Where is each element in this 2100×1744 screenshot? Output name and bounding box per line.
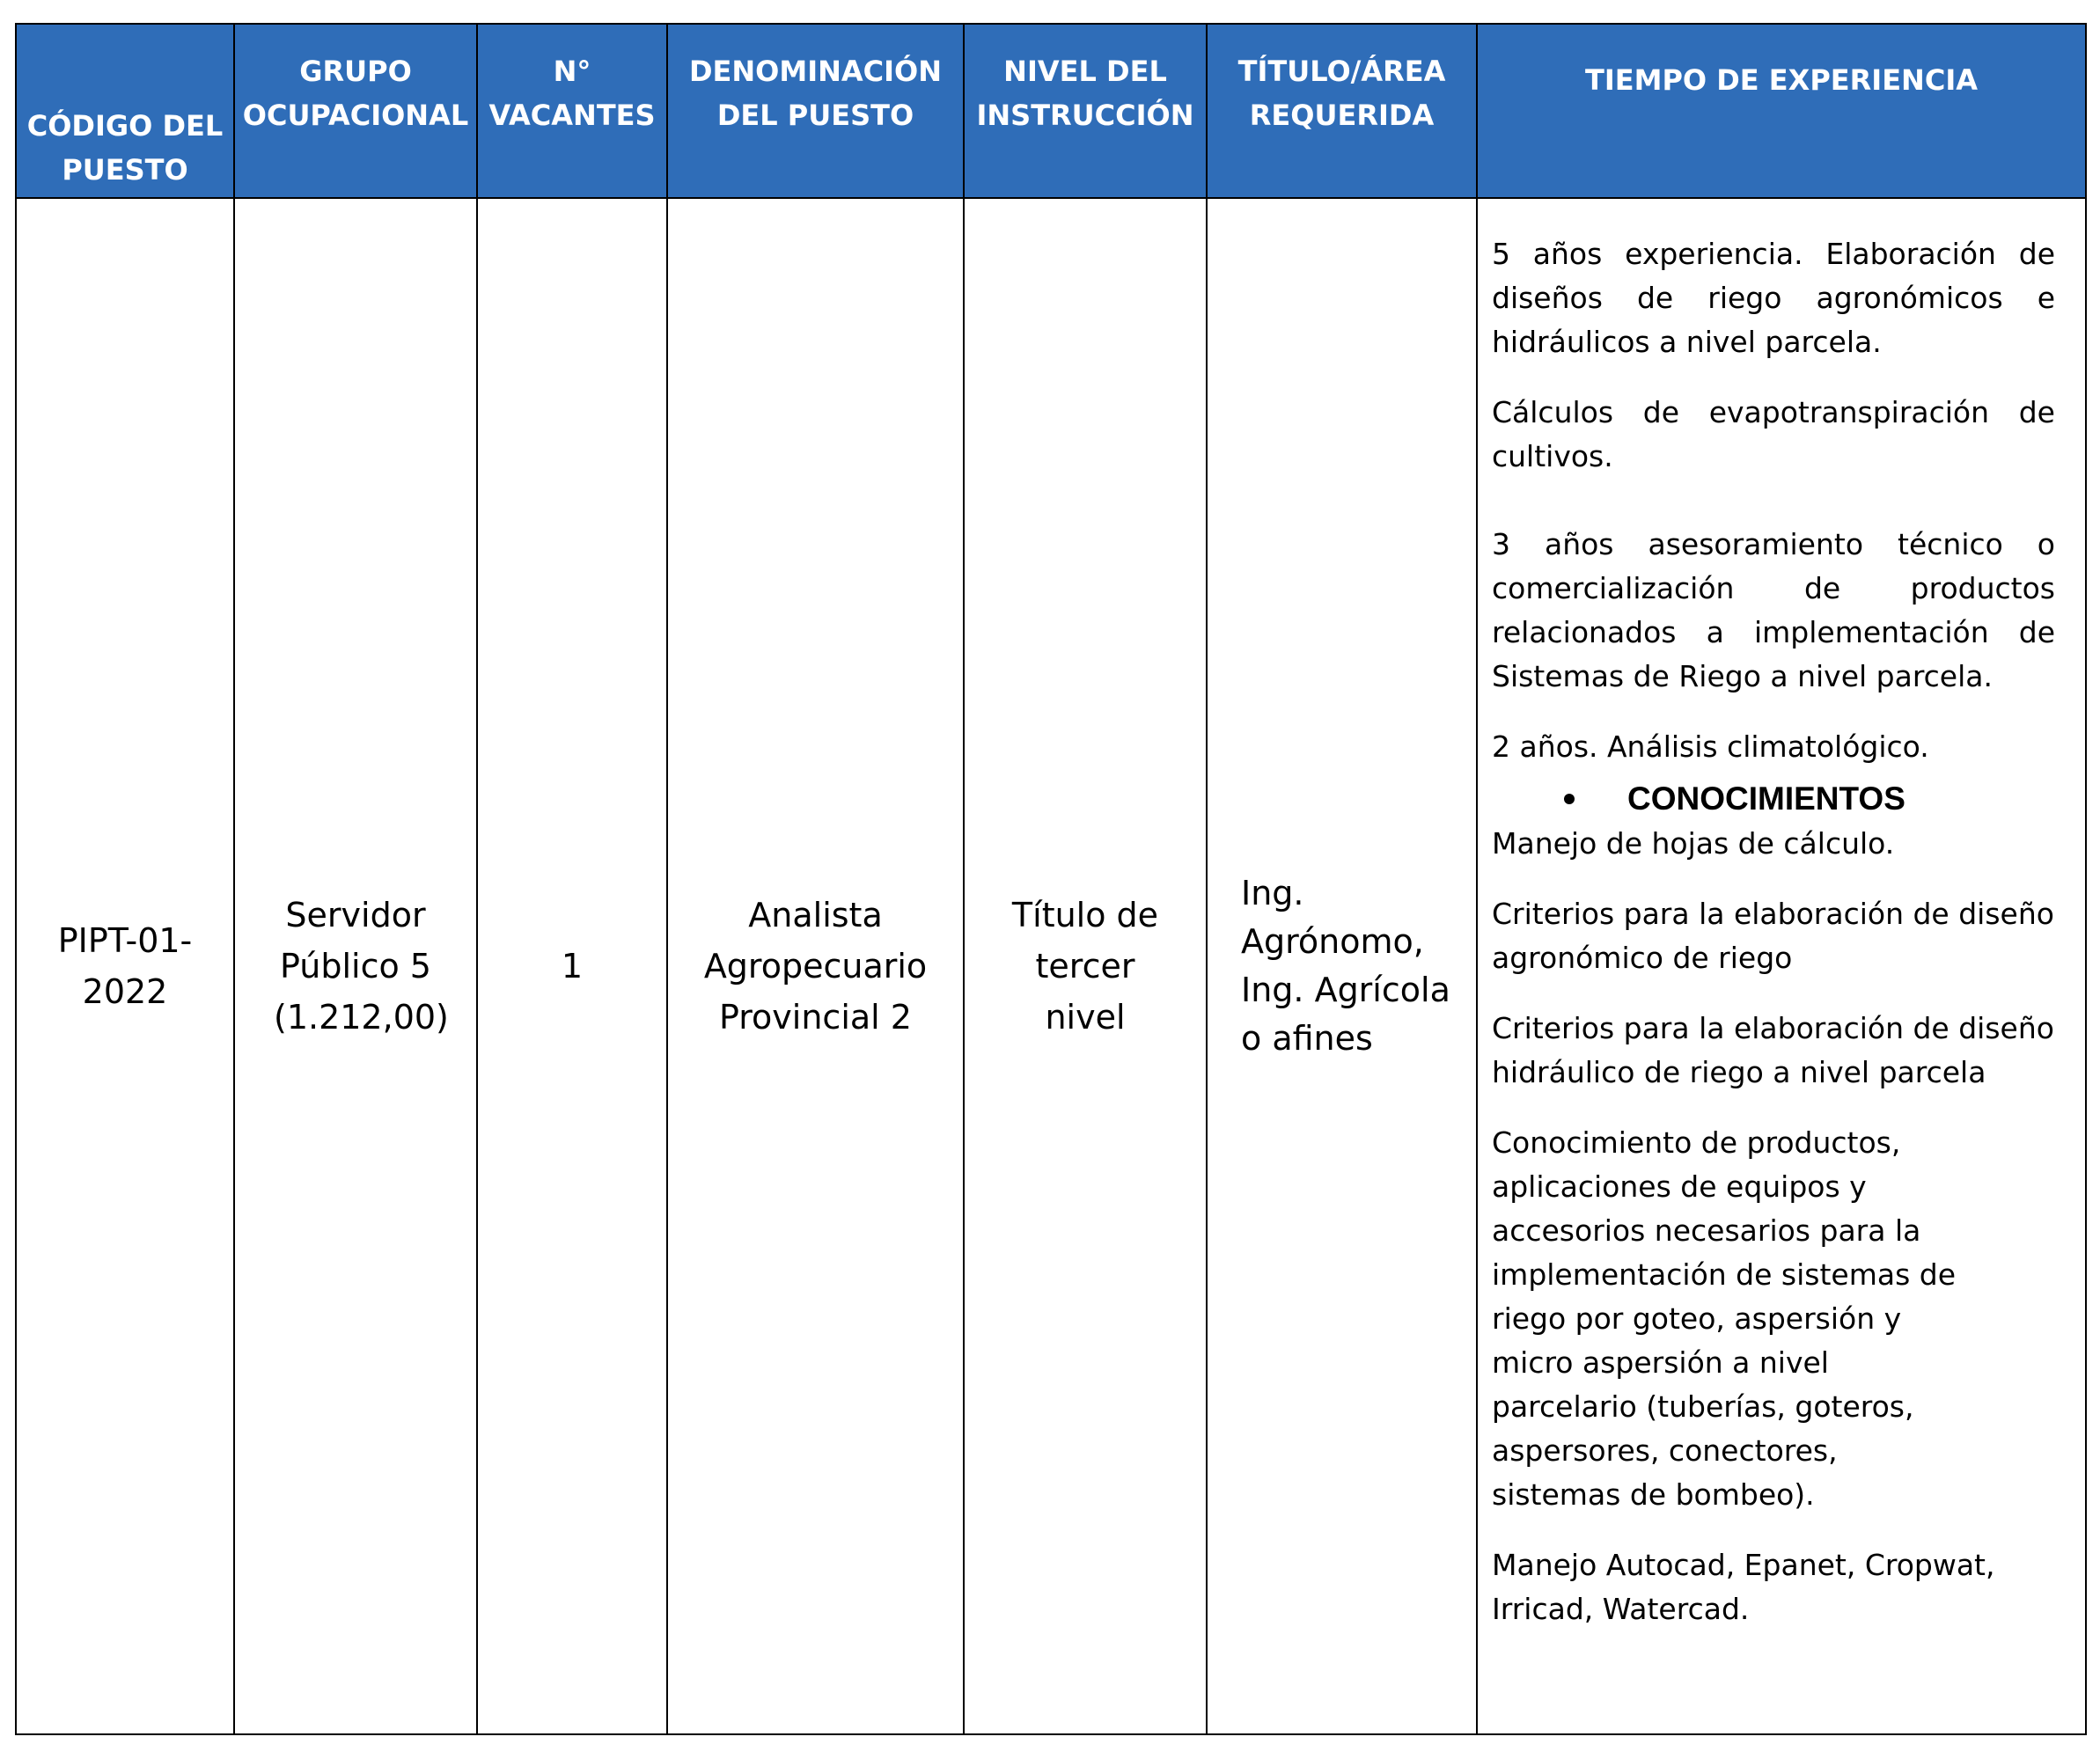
header-row [16,24,2086,198]
cell-vacantes: 1 [477,198,667,1734]
cell-experiencia [1477,198,2086,1734]
conocimientos-title: CONOCIMIENTOS [1627,780,1905,817]
experience-item: 3 años asesoramiento técnico o comercialización de productos relacionados a implementación de Sistemas de Riego a nivel parcela. [1492,527,2055,693]
cell-grupo: Servidor Público 5 (1.212,00) [234,198,477,1734]
table-row [16,198,2086,1734]
knowledge-item: Conocimiento de productos, aplicaciones de equipos y accesorios necesarios para la implementación de sistemas de riego por goteo, aspersión y micro aspersión a nivel parcelario (tuberías, goteros, aspersores, conectores, sistemas de bombeo). [1492,1125,1957,1512]
cell-titulo: Ing. Agrónomo, Ing. Agrícola o afines [1207,198,1477,1734]
knowledge-item: Manejo Autocad, Epanet, Cropwat, Irricad, Watercad. [1492,1548,1995,1626]
cell-nivel: Título de tercer nivel [964,198,1207,1734]
experience-list [1492,232,2055,769]
cell-denominacion: Analista Agropecuario Provincial 2 [667,198,964,1734]
header-tiempo: TIEMPO DE EXPERIENCIA [1477,24,2086,198]
job-requirements-table [15,23,2087,1735]
cell-codigo: PIPT-01-2022 [16,198,234,1734]
header-codigo: CÓDIGO DEL PUESTO [16,24,234,198]
experience-item: 2 años. Análisis climatológico. [1492,729,1929,764]
knowledge-item: Criterios para la elaboración de diseño hidráulico de riego a nivel parcela [1492,1011,2054,1089]
conocimientos-heading [1492,776,2055,822]
header-nivel: NIVEL DEL INSTRUCCIÓN [964,24,1207,198]
header-titulo: TÍTULO/ÁREA REQUERIDA [1207,24,1477,198]
experience-item: 5 años experiencia. Elaboración de diseños de riego agronómicos e hidráulicos a nivel parcela. [1492,237,2055,359]
experience-item: Cálculos de evapotranspiración de cultivos. [1492,395,2055,473]
header-denominacion: DENOMINACIÓN DEL PUESTO [667,24,964,198]
bullet-icon [1564,794,1575,804]
knowledge-list [1492,822,2055,1631]
header-grupo: GRUPO OCUPACIONAL [234,24,477,198]
knowledge-item: Criterios para la elaboración de diseño agronómico de riego [1492,897,2054,975]
knowledge-item: Manejo de hojas de cálculo. [1492,826,1895,861]
header-vacantes: N° VACANTES [477,24,667,198]
